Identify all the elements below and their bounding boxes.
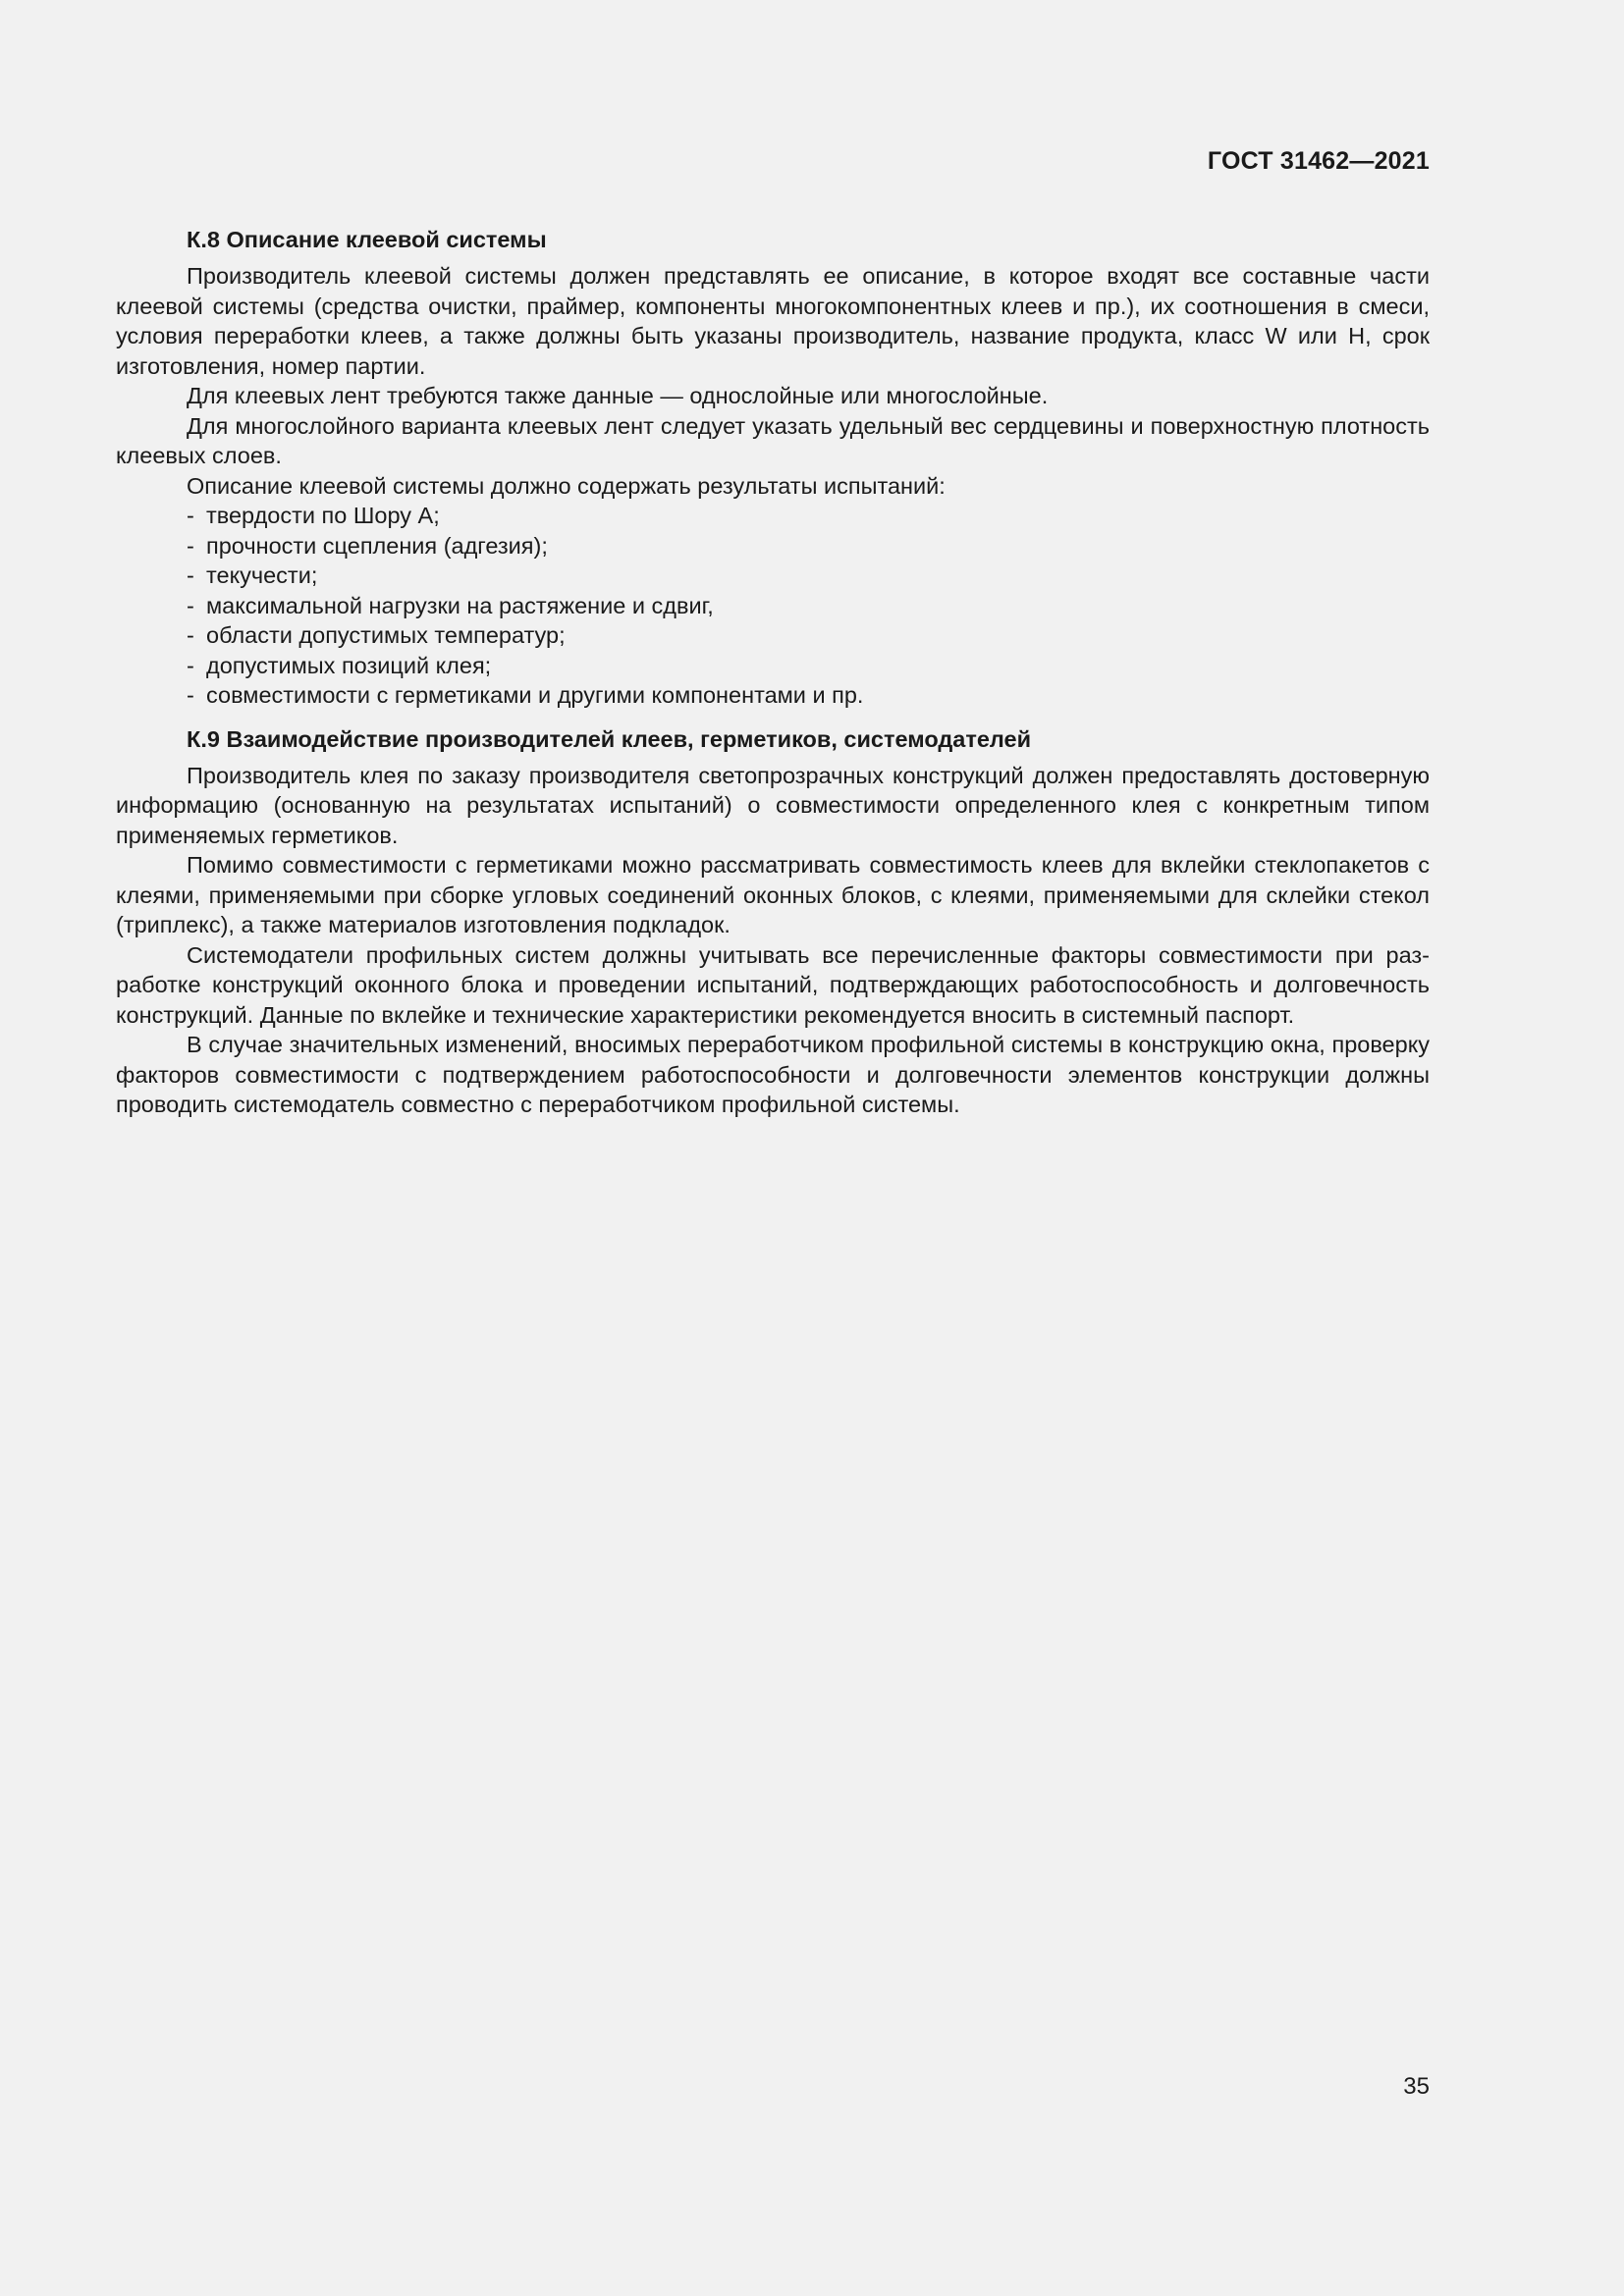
- paragraph: Системодатели профильных систем должны учитывать все перечисленные факторы совместимости при разработке конструкций оконного блока и проведении испытаний, подтверждающих работоспособность и долговечность конструкций. Данные по вклейке и технические характеристики рекомендуется вносить в системный паспорт.: [116, 941, 1430, 1028]
- paragraph: Для клеевых лент требуются также данные — однослойные или многослойные.: [187, 383, 1049, 408]
- page-number: 35: [1403, 2073, 1430, 2100]
- list-item: [187, 591, 1430, 621]
- list-item: [187, 531, 1430, 561]
- list-dash: -: [187, 682, 194, 708]
- document-id: ГОСТ 31462—2021: [1207, 147, 1430, 175]
- list-item-text: текучести;: [206, 562, 318, 588]
- document-body: [116, 224, 1430, 1120]
- list-item: [187, 680, 1430, 711]
- list-dash: -: [187, 592, 194, 618]
- paragraph: Для многослойного варианта клеевых лент следует указать удельный вес сердцевины и поверхностную плотность клеевых слоев.: [116, 412, 1430, 468]
- paragraph: Помимо совместимости с герметиками можно рассматривать совместимость клеев для вклейки стеклопакетов с клеями, применяемыми при сборке угловых соединений оконных блоков, с клеями, применяемыми для склейки стекол (триплекс), а также материалов изготовления подкладок.: [116, 852, 1430, 937]
- list-item-text: прочности сцепления (адгезия);: [206, 532, 548, 559]
- list-item: [187, 501, 1430, 531]
- paragraph: Описание клеевой системы должно содержать результаты испытаний:: [187, 472, 946, 499]
- paragraph: Производитель клеевой системы должен представлять ее описание, в которое входят все составные части клеевой системы (средства очистки, праймер, компоненты многокомпонентных клеев и пр.), их соотношения в смеси, условия переработки клеев, а также должны быть указаны производитель, название продукта, класс W или H, срок изготовления, номер партии.: [116, 263, 1430, 379]
- paragraph: В случае значительных изменений, вносимых переработчиком профильной системы в конструкцию окна, проверку факторов совместимости с подтверждением работоспособности и долговечности элементов конструкции должны проводить системодатель совместно с переработчиком профильной системы.: [116, 1032, 1430, 1117]
- list-dash: -: [187, 622, 194, 648]
- list-dash: -: [187, 652, 194, 678]
- section-spacer: [116, 711, 1430, 723]
- paragraph: Производитель клея по заказу производителя светопрозрачных конструкций должен предоставлять достоверную информацию (основанную на результатах испытаний) о совместимости определенного клея с конкретным типом применяемых герметиков.: [116, 762, 1430, 848]
- section-title: К.8 Описание клеевой системы: [187, 227, 547, 252]
- list-item: [187, 620, 1430, 651]
- list-item: [187, 651, 1430, 681]
- section-k9: [116, 723, 1430, 1120]
- list-item: [187, 561, 1430, 591]
- list-item-text: максимальной нагрузки на растяжение и сдвиг,: [206, 592, 714, 618]
- list-dash: -: [187, 562, 194, 588]
- list-item-text: совместимости с герметиками и другими компонентами и пр.: [206, 682, 864, 708]
- list-item-text: области допустимых температур;: [206, 622, 566, 648]
- section-title: К.9 Взаимодействие производителей клеев, герметиков, системодателей: [187, 725, 1032, 752]
- list-dash: -: [187, 532, 194, 559]
- list-dash: -: [187, 503, 194, 528]
- test-results-list: [116, 501, 1430, 711]
- section-k8: [116, 224, 1430, 711]
- list-item-text: твердости по Шору А;: [206, 503, 440, 528]
- list-item-text: допустимых позиций клея;: [206, 652, 492, 678]
